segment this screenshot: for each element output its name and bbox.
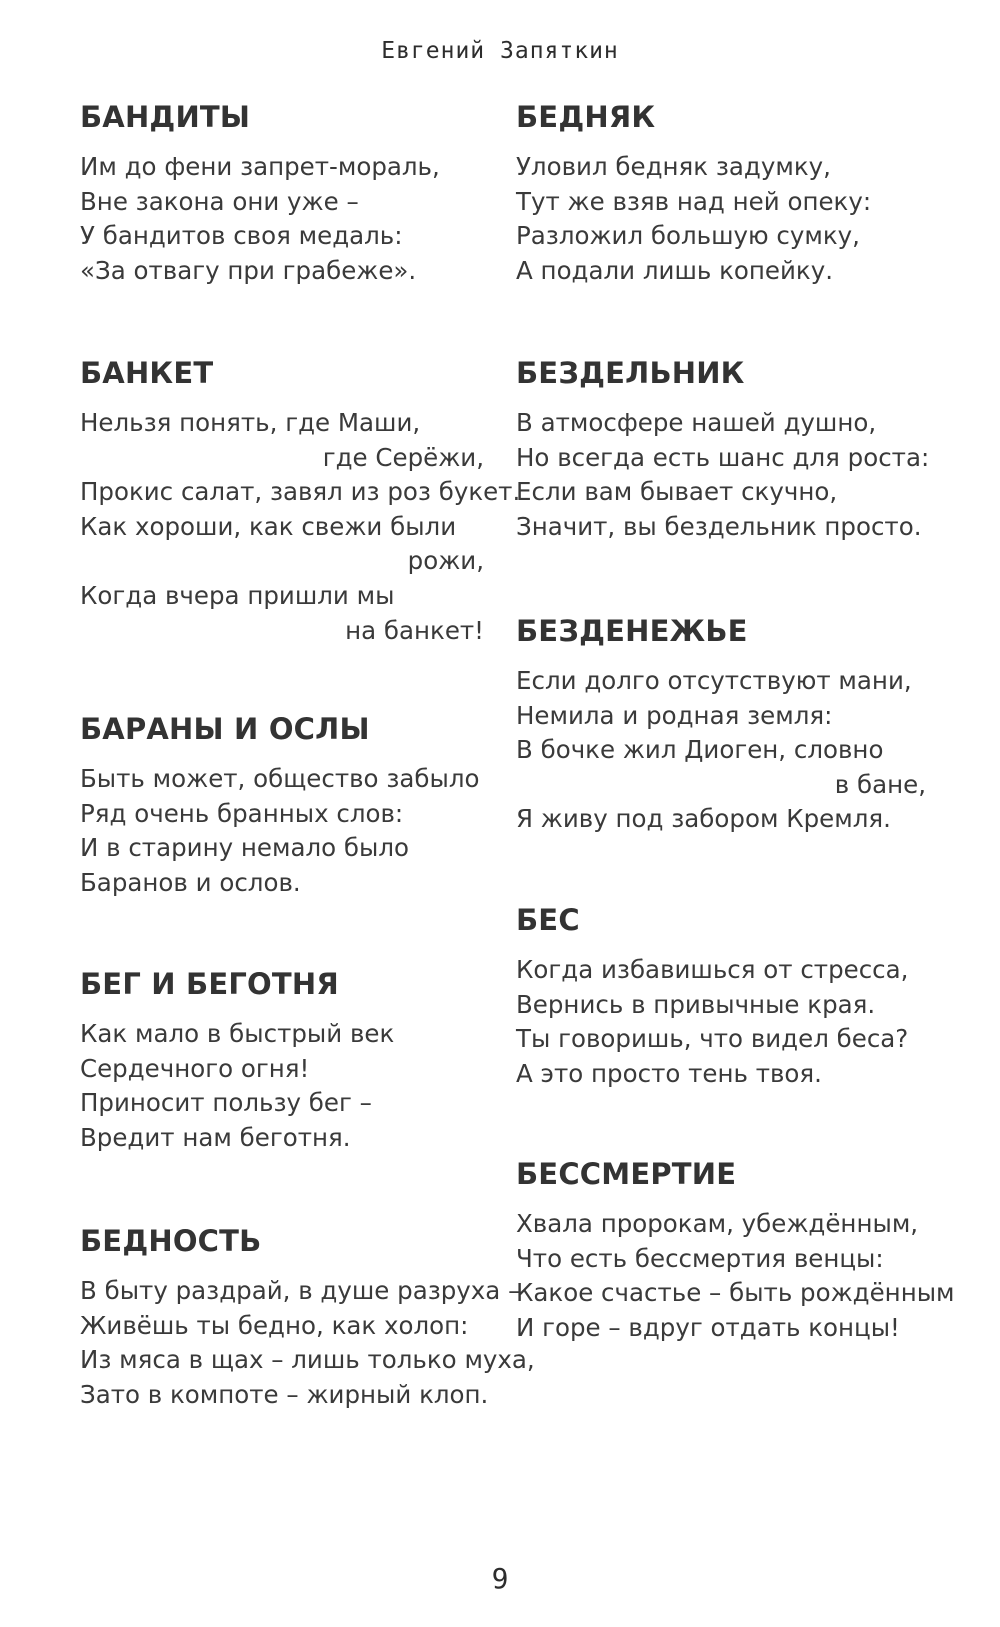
poem-block	[516, 100, 926, 288]
poem-line: Если вам бывает скучно,	[516, 477, 838, 507]
poem-lines	[80, 762, 484, 900]
poem-line: Баранов и ослов.	[80, 867, 301, 897]
poem-lines	[516, 664, 926, 837]
poem-line: Значит, вы бездельник просто.	[516, 511, 922, 541]
poem-line: В быту раздрай, в душе разруха –	[80, 1276, 521, 1305]
poem-line: У бандитов своя медаль:	[80, 221, 403, 251]
poem-title: БАРАНЫ И ОСЛЫ	[80, 712, 370, 746]
poem-line: в бане,	[834, 769, 926, 799]
poem-block	[516, 903, 926, 1091]
poem-line: В бочке жил Диоген, словно	[516, 735, 884, 765]
poem-lines	[516, 1207, 955, 1345]
poem-line: Вернись в привычные края.	[516, 989, 876, 1019]
poem-lines	[516, 406, 930, 544]
poem-lines	[516, 953, 926, 1091]
poem-title: БЕГ И БЕГОТНЯ	[80, 967, 339, 1001]
poem-block	[80, 967, 484, 1155]
poem-line: на банкет!	[345, 615, 484, 645]
poem-line: Немила и родная земля:	[516, 700, 833, 730]
poem-line: А это просто тень твоя.	[516, 1058, 822, 1088]
poem-title: БАНДИТЫ	[80, 100, 251, 134]
poem-title: БЕДНЯК	[516, 100, 656, 134]
poem-line: Нельзя понять, где Маши,	[80, 408, 421, 437]
poem-line: Ты говоришь, что видел беса?	[516, 1024, 909, 1054]
poem-line: Если долго отсутствуют мани,	[516, 666, 912, 695]
poem-block	[516, 1157, 955, 1345]
running-head-author: Евгений Запяткин	[381, 38, 619, 64]
poem-line: Разложил большую сумку,	[516, 221, 860, 251]
poem-block	[80, 356, 521, 648]
poem-title: БЕССМЕРТИЕ	[516, 1157, 737, 1191]
poem-line: Когда избавишься от стресса,	[516, 955, 909, 984]
poem-title: БЕЗДЕНЕЖЬЕ	[516, 614, 748, 648]
poem-line: Как хороши, как свежи были	[80, 511, 457, 541]
poem-line: А подали лишь копейку.	[516, 255, 833, 285]
poem-line: Уловил бедняк задумку,	[516, 152, 831, 181]
page-number: 9	[491, 1562, 509, 1595]
poem-title: БЕЗДЕЛЬНИК	[516, 356, 745, 390]
poem-block	[80, 712, 484, 900]
poem-lines	[80, 1017, 484, 1155]
poem-line: Живёшь ты бедно, как холоп:	[80, 1310, 469, 1340]
poem-line: Я живу под забором Кремля.	[516, 804, 891, 834]
poem-line: Хвала пророкам, убеждённым,	[516, 1209, 919, 1238]
poem-lines	[516, 150, 926, 288]
poem-title: БЕДНОСТЬ	[80, 1224, 262, 1258]
poem-line: Тут же взяв над ней опеку:	[516, 186, 872, 216]
poem-block	[80, 100, 484, 288]
poem-lines	[80, 150, 484, 288]
poem-line: рожи,	[407, 546, 484, 576]
poem-line: Когда вчера пришли мы	[80, 580, 395, 610]
poem-line: Им до фени запрет-мораль,	[80, 152, 440, 181]
poem-line: И горе – вдруг отдать концы!	[516, 1312, 900, 1342]
poem-lines	[80, 1274, 535, 1412]
poem-line: Из мяса в щах – лишь только муха,	[80, 1345, 535, 1375]
poem-block	[516, 356, 930, 544]
poem-title: БЕС	[516, 903, 580, 937]
poem-line: Какое счастье – быть рождённым	[516, 1278, 955, 1308]
poem-line: Что есть бессмертия венцы:	[516, 1243, 884, 1273]
poem-line: Сердечного огня!	[80, 1053, 310, 1083]
poem-lines	[80, 406, 521, 648]
poem-title: БАНКЕТ	[80, 356, 214, 390]
poem-line: И в старину немало было	[80, 833, 410, 863]
poem-line: Вне закона они уже –	[80, 186, 359, 216]
poem-line: Ряд очень бранных слов:	[80, 798, 404, 828]
poem-line: Зато в компоте – жирный клоп.	[80, 1379, 489, 1409]
poem-block	[516, 614, 926, 837]
poem-line: где Серёжи,	[322, 442, 484, 472]
poem-block	[80, 1224, 535, 1412]
poem-line: Быть может, общество забыло	[80, 764, 480, 793]
poem-line: «За отвагу при грабеже».	[80, 255, 417, 285]
poem-line: Вредит нам беготня.	[80, 1122, 351, 1152]
poem-line: Приносит пользу бег –	[80, 1088, 372, 1118]
poem-line: Но всегда есть шанс для роста:	[516, 442, 930, 472]
poem-line: В атмосфере нашей душно,	[516, 408, 877, 437]
poem-line: Как мало в быстрый век	[80, 1019, 395, 1048]
poem-line: Прокис салат, завял из роз букет.	[80, 477, 521, 507]
